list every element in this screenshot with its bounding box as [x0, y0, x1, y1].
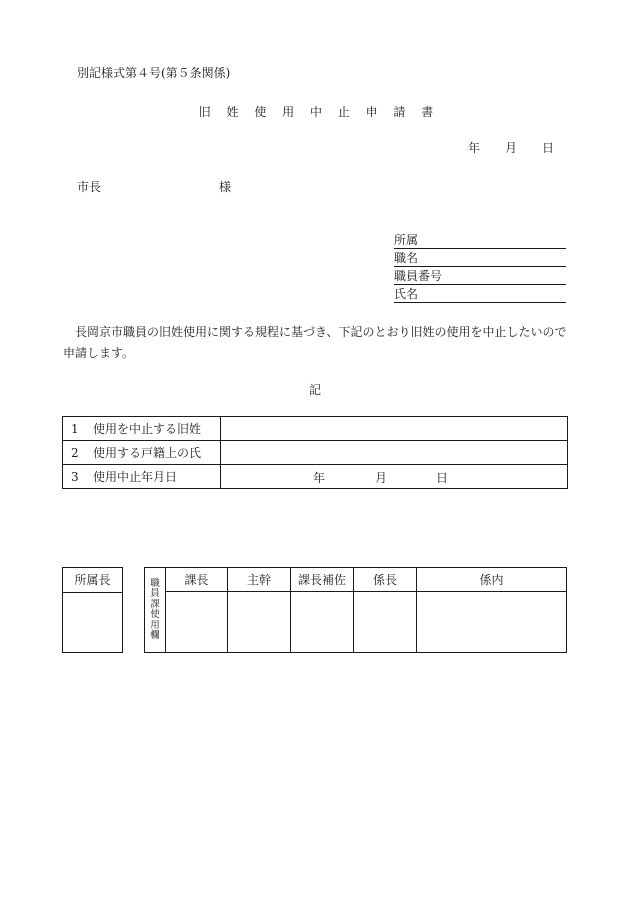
applicant-block — [394, 231, 566, 303]
former-surname-input[interactable] — [221, 417, 568, 441]
position-field[interactable] — [394, 249, 566, 267]
approval-seal-cell[interactable] — [354, 592, 417, 653]
item-number: 1 — [71, 422, 79, 436]
approval-seal-cell[interactable] — [417, 592, 567, 653]
item-label — [63, 465, 221, 489]
addressee-mayor: 市長 — [77, 180, 102, 194]
approval-header: 係内 — [417, 568, 567, 592]
approval-seal-cell[interactable] — [166, 592, 228, 653]
employee-number-field[interactable] — [394, 267, 566, 285]
item-number: 2 — [71, 446, 79, 460]
date-year: 年 — [468, 141, 481, 155]
stop-date-day: 日 — [436, 471, 449, 485]
item-text: 使用する戸籍上の氏 — [93, 446, 202, 460]
stop-date-year: 年 — [313, 471, 326, 485]
name-field[interactable] — [394, 285, 566, 303]
dept-head-label: 所属長 — [63, 568, 122, 593]
table-row — [63, 465, 568, 489]
application-statement: 長岡京市職員の旧姓使用に関する規程に基づき、下記のとおり旧姓の使用を中止したいので申請します。 — [63, 325, 567, 360]
personnel-use-label: 職員課使用欄 — [145, 568, 166, 653]
approval-seal-cell[interactable] — [228, 592, 291, 653]
affiliation-label: 所属 — [394, 233, 419, 247]
dept-head-seal-area[interactable] — [63, 593, 122, 653]
table-row — [63, 417, 568, 441]
item-text: 使用中止年月日 — [93, 470, 178, 484]
registered-surname-input[interactable] — [221, 441, 568, 465]
date-day: 日 — [542, 141, 555, 155]
date-month: 月 — [505, 141, 518, 155]
approval-header: 課長 — [166, 568, 228, 592]
approval-header: 係長 — [354, 568, 417, 592]
ki-heading: 記 — [308, 383, 321, 397]
item-label — [63, 441, 221, 465]
dept-head-box — [62, 567, 123, 653]
document-title: 旧 姓 使 用 中 止 申 請 書 — [198, 105, 440, 119]
approval-table — [144, 567, 567, 653]
application-date — [468, 139, 554, 156]
approval-seal-cell[interactable] — [291, 592, 354, 653]
employee-number-label: 職員番号 — [394, 269, 443, 283]
addressee — [77, 178, 231, 195]
table-row — [63, 441, 568, 465]
form-number: 別記様式第４号(第５条関係) — [77, 66, 231, 80]
addressee-honorific: 様 — [219, 180, 232, 194]
approval-header: 課長補佐 — [291, 568, 354, 592]
items-table — [62, 416, 568, 489]
approval-header: 主幹 — [228, 568, 291, 592]
affiliation-field[interactable] — [394, 231, 566, 249]
stop-date-month: 月 — [375, 471, 388, 485]
item-text: 使用を中止する旧姓 — [93, 422, 202, 436]
item-label — [63, 417, 221, 441]
name-label: 氏名 — [394, 287, 419, 301]
position-label: 職名 — [394, 251, 419, 265]
item-number: 3 — [71, 470, 79, 484]
stop-date-input[interactable] — [221, 465, 568, 489]
